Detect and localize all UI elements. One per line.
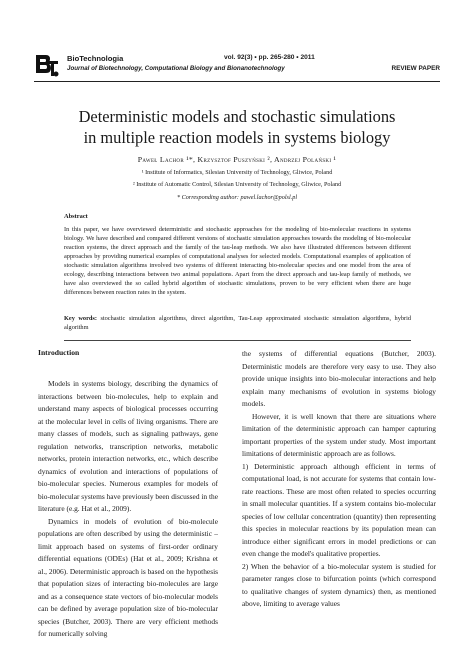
- abstract-text: In this paper, we have overviewed deterministic and stochastic approaches for the modeling of bio-molecular reactions in systems biology. We have described and compared different versions of stochastic simulation approaches towards the modeling of bio-molecular reaction systems, the direct approach and the family of the tau-leap methods. We also have illustrated differences between different approaches by providing numerical examples of computational analyses for selected models. Computational examples of application of stochastic simulation algorithms involved two systems of different interacting bio-molecular species and one model from the area of ecology, describing interactions between two animal populations. Apart from the direct approach and tau-leap family of methods, we have also overviewed the so called hybrid algorithm of stochastic simulations, proven to be very efficient when there are huge differences between reaction rates in the system.: [64, 226, 411, 297]
- article-type: REVIEW PAPER: [391, 65, 440, 72]
- introduction-heading: Introduction: [38, 348, 80, 357]
- keywords: [64, 314, 411, 332]
- biotechnologia-logo-icon: [34, 52, 60, 78]
- volume-info: vol. 92(3) • pp. 265-280 • 2011: [224, 54, 315, 61]
- journal-subtitle: Journal of Biotechnology, Computational Biology and Bionanotechnology: [67, 65, 285, 72]
- abstract-heading: Abstract: [64, 213, 88, 220]
- abstract-divider: [64, 340, 411, 341]
- journal-name: BioTechnologia: [67, 54, 124, 63]
- paragraph: the systems of differential equations (Butcher, 2003). Deterministic models are therefore very easy to use. They also provide unique insights into bio-molecular interactions and help explain many mechanisms of evolution in systems biology models.: [242, 349, 436, 408]
- author-list: Paweł Lachor ¹*, Krzysztof Puszyński ², Andrzej Polański ¹: [137, 155, 337, 164]
- paragraph: Dynamics in models of evolution of bio-molecule populations are often described by using the deterministic – limit approach based on systems of first-order ordinary differential equations (ODEs) (Hat et al., 2009; Krishna et al., 2006). Deterministic approach is based on the hypothesis that population sizes of interacting bio-molecules are large and as a consequence state vectors of bio-molecular models can be defined by average population size of bio-molecular species (Butcher, 2003). There are very efficient methods for numerically solving: [38, 516, 219, 638]
- paragraph: However, it is well known that there are situations where limitation of the deterministic approach can hamper capturing important properties of the system under study. Most important limitations of deterministic approach are as follows.: [242, 411, 436, 458]
- header-divider: [34, 81, 440, 82]
- paragraph: 1) Deterministic approach although efficient in terms of computational load, is not accurate for systems that contain low-rate reactions. These are most often related to species occurring in small molecular quantities. If a system contains bio-molecular species of low cellular concentration (quantity) then representing this species in molecular reactions by its population mean can introduce either significant errors in model predictions or can even change the model's qualitative properties.: [242, 461, 436, 558]
- keywords-label: Key words:: [64, 315, 97, 322]
- right-column: [242, 348, 436, 611]
- title-line-1: Deterministic models and stochastic simulations: [78, 107, 396, 126]
- left-column: [38, 378, 218, 641]
- paragraph: 2) When the behavior of a bio-molecular system is studied for parameter ranges close to bifurcation points (which correspond to qualitative changes of system dynamics) then, as mentioned above, limiting to average values: [242, 561, 436, 608]
- paper-title: [40, 106, 434, 148]
- affiliation-2: ² Institute of Automatic Control, Silesian University of Technology, Gliwice, Poland: [132, 181, 342, 188]
- title-line-2: in multiple reaction models in systems biology: [83, 128, 391, 147]
- journal-header: [34, 52, 440, 80]
- keywords-list: stochastic simulation algorithms, direct algorithm, Tau-Leap approximated stochastic simulation algorithms, hybrid algorithm: [64, 315, 411, 332]
- affiliation-1: ¹ Institute of Informatics, Silesian University of Technology, Gliwice, Poland: [141, 169, 333, 176]
- corresponding-author: * Corresponding author: pawel.lachor@polsl.pl: [176, 194, 298, 201]
- paragraph: Models in systems biology, describing the dynamics of interactions between bio-molecules, help to explain and understand many aspects of biological processes occurring at the molecular level in cells of living organisms. There are many classes of models, such as signaling pathways, gene regulation networks, transcription networks, metabolic networks, protein interaction networks, etc., which describe dynamics of evolution and interactions of populations of bio-molecular species. Numerous examples for models of bio-molecular systems have previously been discussed in the literature (e.g. Hat et al., 2009).: [38, 379, 219, 513]
